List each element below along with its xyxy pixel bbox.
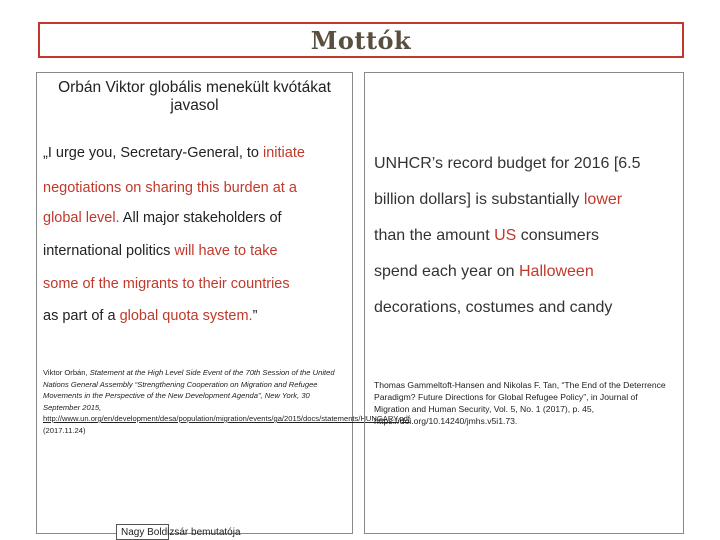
quote-line xyxy=(43,243,278,259)
highlighted-text: lower xyxy=(583,191,623,208)
quote-line xyxy=(374,299,612,317)
quote-text: billion dollars] is substantially xyxy=(374,191,584,208)
quote-line xyxy=(43,180,297,196)
right-quote-panel xyxy=(364,72,684,534)
highlighted-text: some of the migrants to their countries xyxy=(43,276,290,292)
quote-line xyxy=(374,227,599,245)
citation-text: Statement at the High Level Side Event of the 70th Session of the United Nations General Assembly “Strengthening Cooperation on Migration and Refugee Movements in the Perspective of the New Development Agenda”, New York, 30 September 2015, xyxy=(43,368,335,412)
quote-line xyxy=(374,263,594,281)
quote-text: ” xyxy=(252,308,258,324)
left-citation xyxy=(43,367,410,436)
citation-author: Viktor Orbán, xyxy=(43,368,90,377)
quote-line xyxy=(43,308,257,324)
quote-text: UNHCR’s record budget for 2016 [6.5 xyxy=(374,155,641,172)
presenter-label: Nagy Boldizsár bemutatója xyxy=(121,527,241,538)
presenter-footer xyxy=(116,524,241,540)
quote-text: decorations, costumes and candy xyxy=(374,299,613,316)
quote-line xyxy=(43,210,282,226)
quote-text: spend each year on xyxy=(374,263,519,280)
quote-text: All major stakeholders of xyxy=(119,210,282,226)
highlighted-text: US xyxy=(494,227,517,244)
slide-title: Mottók xyxy=(310,26,412,55)
highlighted-text: global level. xyxy=(43,210,120,226)
highlighted-text: Halloween xyxy=(519,263,594,280)
highlighted-text: negotiations on sharing this burden at a xyxy=(43,180,297,196)
quote-line xyxy=(43,276,290,292)
quote-text: consumers xyxy=(516,227,600,244)
left-quote-panel xyxy=(36,72,410,534)
highlighted-text: initiate xyxy=(263,145,305,161)
left-heading: Orbán Viktor globális menekült kvótákat javasol xyxy=(58,79,331,114)
quote-line xyxy=(43,145,305,161)
highlighted-text: will have to take xyxy=(174,243,278,259)
citation-link[interactable]: http://www.un.org/en/development/desa/population/migration/events/ga/2015/docs/statements/HUNGARY.pdf xyxy=(43,414,410,423)
quote-text: than the amount xyxy=(374,227,495,244)
quote-text: international politics xyxy=(43,243,175,259)
quote-line xyxy=(374,191,622,209)
quote-text: „I urge you, Secretary-General, to xyxy=(43,145,264,161)
highlighted-text: global quota system. xyxy=(119,308,253,324)
title-frame xyxy=(38,22,684,58)
quote-line xyxy=(374,155,641,173)
quote-text: as part of a xyxy=(43,308,120,324)
citation-accessed: (2017.11.24) xyxy=(43,425,86,435)
right-citation: Thomas Gammeltoft-Hansen and Nikolas F. Tan, “The End of the Deterrence Paradigm? Future Directions for Global Refugee Policy”, in Journal of Migration and Human Security, Vol. 5, No. 1 (2017), p. 45, https://doi.org/10.14240/jmhs.v5i1.73. xyxy=(374,380,666,426)
